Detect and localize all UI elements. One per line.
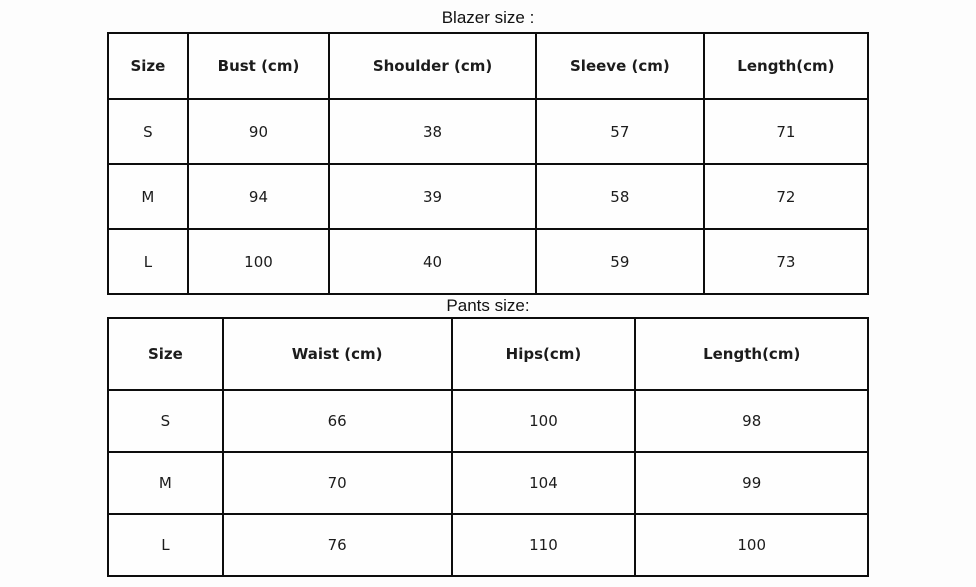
blazer-size-table: [107, 32, 869, 295]
blazer-s-sleeve: 57: [536, 99, 704, 164]
pants-header-hips: Hips(cm): [452, 318, 636, 390]
blazer-l-size: L: [108, 229, 188, 294]
blazer-s-bust: 90: [188, 99, 329, 164]
pants-m-waist: 70: [223, 452, 452, 514]
pants-l-waist: 76: [223, 514, 452, 576]
pants-m-length: 99: [635, 452, 868, 514]
pants-l-size: L: [108, 514, 223, 576]
blazer-m-bust: 94: [188, 164, 329, 229]
blazer-l-length: 73: [704, 229, 868, 294]
blazer-l-bust: 100: [188, 229, 329, 294]
pants-row-l: [108, 514, 868, 576]
blazer-l-shoulder: 40: [329, 229, 536, 294]
blazer-l-sleeve: 59: [536, 229, 704, 294]
pants-header-size: Size: [108, 318, 223, 390]
pants-header-waist: Waist (cm): [223, 318, 452, 390]
pants-s-waist: 66: [223, 390, 452, 452]
blazer-header-length: Length(cm): [704, 33, 868, 99]
blazer-header-sleeve: Sleeve (cm): [536, 33, 704, 99]
pants-size-table: [107, 317, 869, 577]
pants-row-m: [108, 452, 868, 514]
blazer-m-sleeve: 58: [536, 164, 704, 229]
pants-s-length: 98: [635, 390, 868, 452]
blazer-s-size: S: [108, 99, 188, 164]
pants-l-hips: 110: [452, 514, 636, 576]
blazer-s-length: 71: [704, 99, 868, 164]
blazer-row-l: [108, 229, 868, 294]
pants-header-length: Length(cm): [635, 318, 868, 390]
pants-s-size: S: [108, 390, 223, 452]
pants-header-row: [108, 318, 868, 390]
blazer-row-s: [108, 99, 868, 164]
blazer-m-length: 72: [704, 164, 868, 229]
pants-s-hips: 100: [452, 390, 636, 452]
blazer-header-row: [108, 33, 868, 99]
blazer-table-title: Blazer size :: [441, 8, 535, 27]
pants-row-s: [108, 390, 868, 452]
pants-l-length: 100: [635, 514, 868, 576]
blazer-s-shoulder: 38: [329, 99, 536, 164]
blazer-m-size: M: [108, 164, 188, 229]
blazer-row-m: [108, 164, 868, 229]
pants-m-hips: 104: [452, 452, 636, 514]
pants-m-size: M: [108, 452, 223, 514]
pants-table-title: Pants size:: [446, 296, 530, 315]
blazer-m-shoulder: 39: [329, 164, 536, 229]
blazer-header-size: Size: [108, 33, 188, 99]
blazer-header-bust: Bust (cm): [188, 33, 329, 99]
blazer-header-shoulder: Shoulder (cm): [329, 33, 536, 99]
